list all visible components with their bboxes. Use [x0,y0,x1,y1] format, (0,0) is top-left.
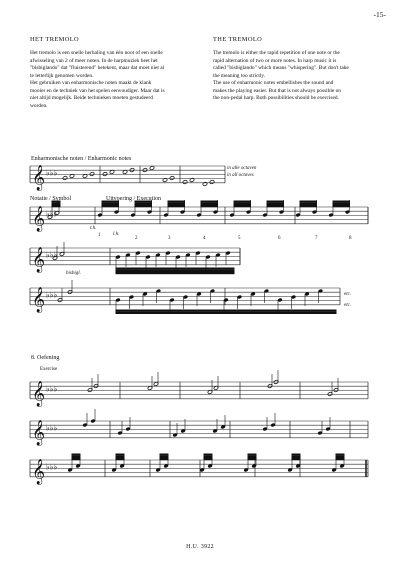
heading-dutch: HET TREMOLO [30,36,80,43]
flat-icon: ♭♭♭ [46,384,58,394]
flat-icon: ♭♭♭ [46,250,58,260]
rh-label: r.h. [90,226,97,231]
beam [300,201,317,202]
octaves-dutch: in alle octaven [227,166,257,171]
beam [52,203,60,204]
beam [333,201,350,202]
beam [116,458,124,459]
beam [204,458,212,459]
page-number: -15- [373,10,386,19]
note-head [182,180,187,185]
flat-icon: ♭♭♭ [46,290,58,300]
beam [333,205,350,206]
execution-label: Uitvoering / Execution [106,196,161,202]
beam [204,454,212,455]
treble-clef-icon: 𝄞 [32,165,46,191]
beam [234,205,251,206]
exercise-number: 8. Oefening [31,355,60,361]
beam [336,454,344,455]
treble-clef-icon: 𝄞 [32,247,46,273]
beam [72,454,80,455]
treble-clef-icon: 𝄞 [32,459,46,485]
beam [201,205,218,206]
beam [168,203,185,204]
flat-icon: ♭♭♭ [46,462,58,472]
treble-clef-icon: 𝄞 [32,206,46,232]
note-head [169,176,174,181]
flat-icon: ♭♭♭ [46,209,58,219]
beam [116,454,124,455]
beam [160,456,168,457]
beam [248,456,256,457]
beam [116,310,336,311]
beam [116,456,124,457]
beam [102,203,119,204]
beam [72,456,80,457]
footer-catalog-number: H.U. 3922 [186,544,214,550]
heading-english: THE TREMOLO [213,36,263,43]
beam [201,203,218,204]
flat-icon: ♭♭♭ [46,168,58,178]
flat-icon: ♭♭♭ [46,423,58,433]
bisbigl-label: bisbigl. [66,271,81,276]
beam [52,205,60,206]
beam [135,203,152,204]
beam [135,205,152,206]
note-head [89,172,94,177]
beam [168,205,185,206]
beam [234,201,251,202]
note-head [149,166,154,171]
octaves-english: in all octaves [227,173,254,178]
beam [267,205,284,206]
text-english: The tremolo is either the rapid repetition of one note or the rapid alternation of two or more notes. In harp music it is called "bisbiglando" which means "whispering". But don't take the meaning too strictly. The use of enharmonic notes embellishes the sound and makes the playing easier. But that is not always possible on the non-pedal harp. Both possibilities should be exercised. [213,50,349,101]
beam [292,456,300,457]
beam [267,201,284,202]
beam [336,456,344,457]
beam [116,268,234,269]
beam [201,201,218,202]
beam [248,454,256,455]
lh-label: l.h. [113,232,120,237]
etc-label-2: etc. [344,303,352,308]
beam [234,203,251,204]
note-head [62,176,67,181]
beam [72,458,80,459]
note-head [209,180,214,185]
etc-label-1: etc. [344,292,352,297]
treble-clef-icon: 𝄞 [32,381,46,407]
beam [292,458,300,459]
beam [204,456,212,457]
beam [248,458,256,459]
enharmonic-label: Enharmonische noten / Enharmonic notes [31,156,132,162]
beam [116,312,336,313]
beam [333,203,350,204]
note-head [102,172,107,177]
notation-label: Notatie / Symbol [30,196,71,202]
beam [267,203,284,204]
beam [336,458,344,459]
beam [160,458,168,459]
beam [168,201,185,202]
exercise-label: Exercise [40,367,58,372]
text-dutch: Het tremolo is een snelle herhaling van één noot of een snelle afwisseling van 2 of meer noten. In de harpmuziek heet het "bisbiglando" dat "fluisterend" betekent, maar dat moet niet al te letterlijk genomen worden. Het gebruiken van enharmonische noten maakt de klank mooier en de techniek van het spelen eenvoudiger. Maar dat is niet altijd mogelijk. Beide technieken moeten gestudeerd worden. [30,50,165,109]
beam [300,203,317,204]
beam [292,454,300,455]
beam [102,205,119,206]
note-head [202,182,207,187]
beam [300,205,317,206]
treble-clef-icon: 𝄞 [32,287,46,313]
beam [160,454,168,455]
treble-clef-icon: 𝄞 [32,420,46,446]
